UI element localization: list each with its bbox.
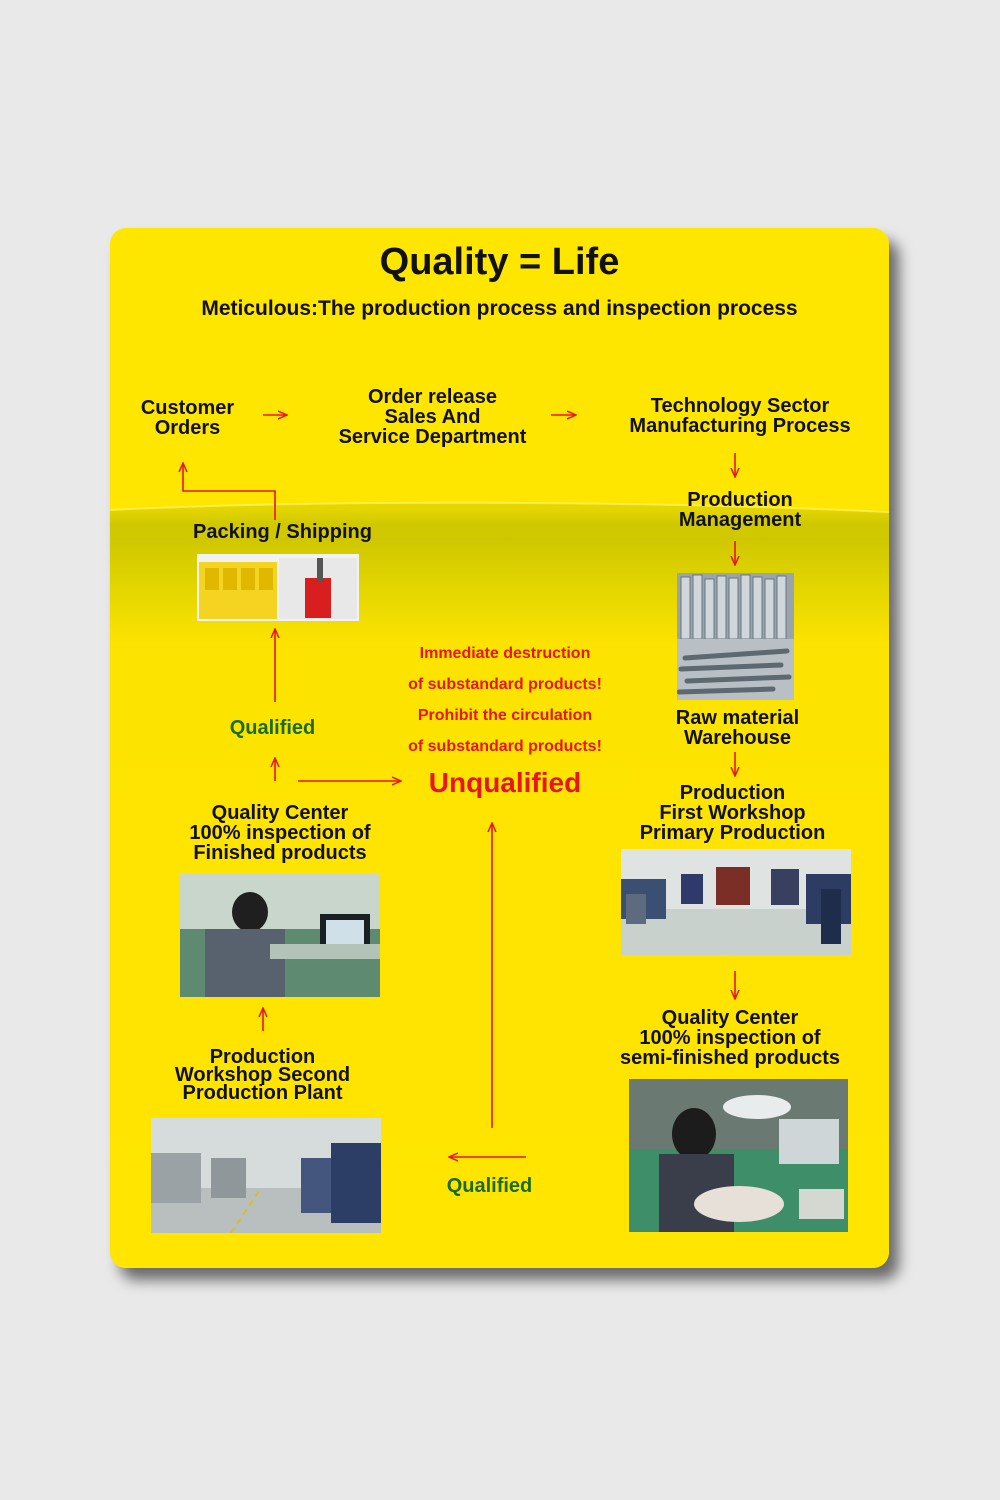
poster-board [110, 228, 889, 1268]
node-customer-orders: Customer Orders [140, 397, 235, 439]
node-second-workshop: Production Workshop Second Production Plant [174, 1046, 351, 1104]
flow-arrows [110, 228, 889, 1268]
node-production-management: Production Management [678, 489, 802, 531]
qualified-label-bottom: Qualified [446, 1175, 533, 1197]
node-qc-semi-finished: Quality Center 100% inspection of semi-finished products [619, 1007, 841, 1069]
node-packing-shipping: Packing / Shipping [193, 521, 372, 543]
qualified-label-top: Qualified [229, 717, 316, 739]
poster-subtitle: Meticulous:The production process and inspection process [201, 297, 798, 320]
unqualified-label: Unqualified [428, 767, 582, 798]
warning-text: Immediate destruction of substandard products! Prohibit the circulation of substandard products! [408, 645, 602, 755]
node-raw-material: Raw material Warehouse [675, 707, 800, 749]
poster-title: Quality = Life [379, 241, 620, 283]
node-qc-finished: Quality Center 100% inspection of Finished products [189, 802, 371, 864]
node-order-release: Order release Sales And Service Department [338, 386, 527, 448]
arrow-packing-to-customer [183, 464, 275, 520]
node-first-workshop: Production First Workshop Primary Production [639, 782, 826, 844]
node-technology-sector: Technology Sector Manufacturing Process [629, 395, 851, 437]
